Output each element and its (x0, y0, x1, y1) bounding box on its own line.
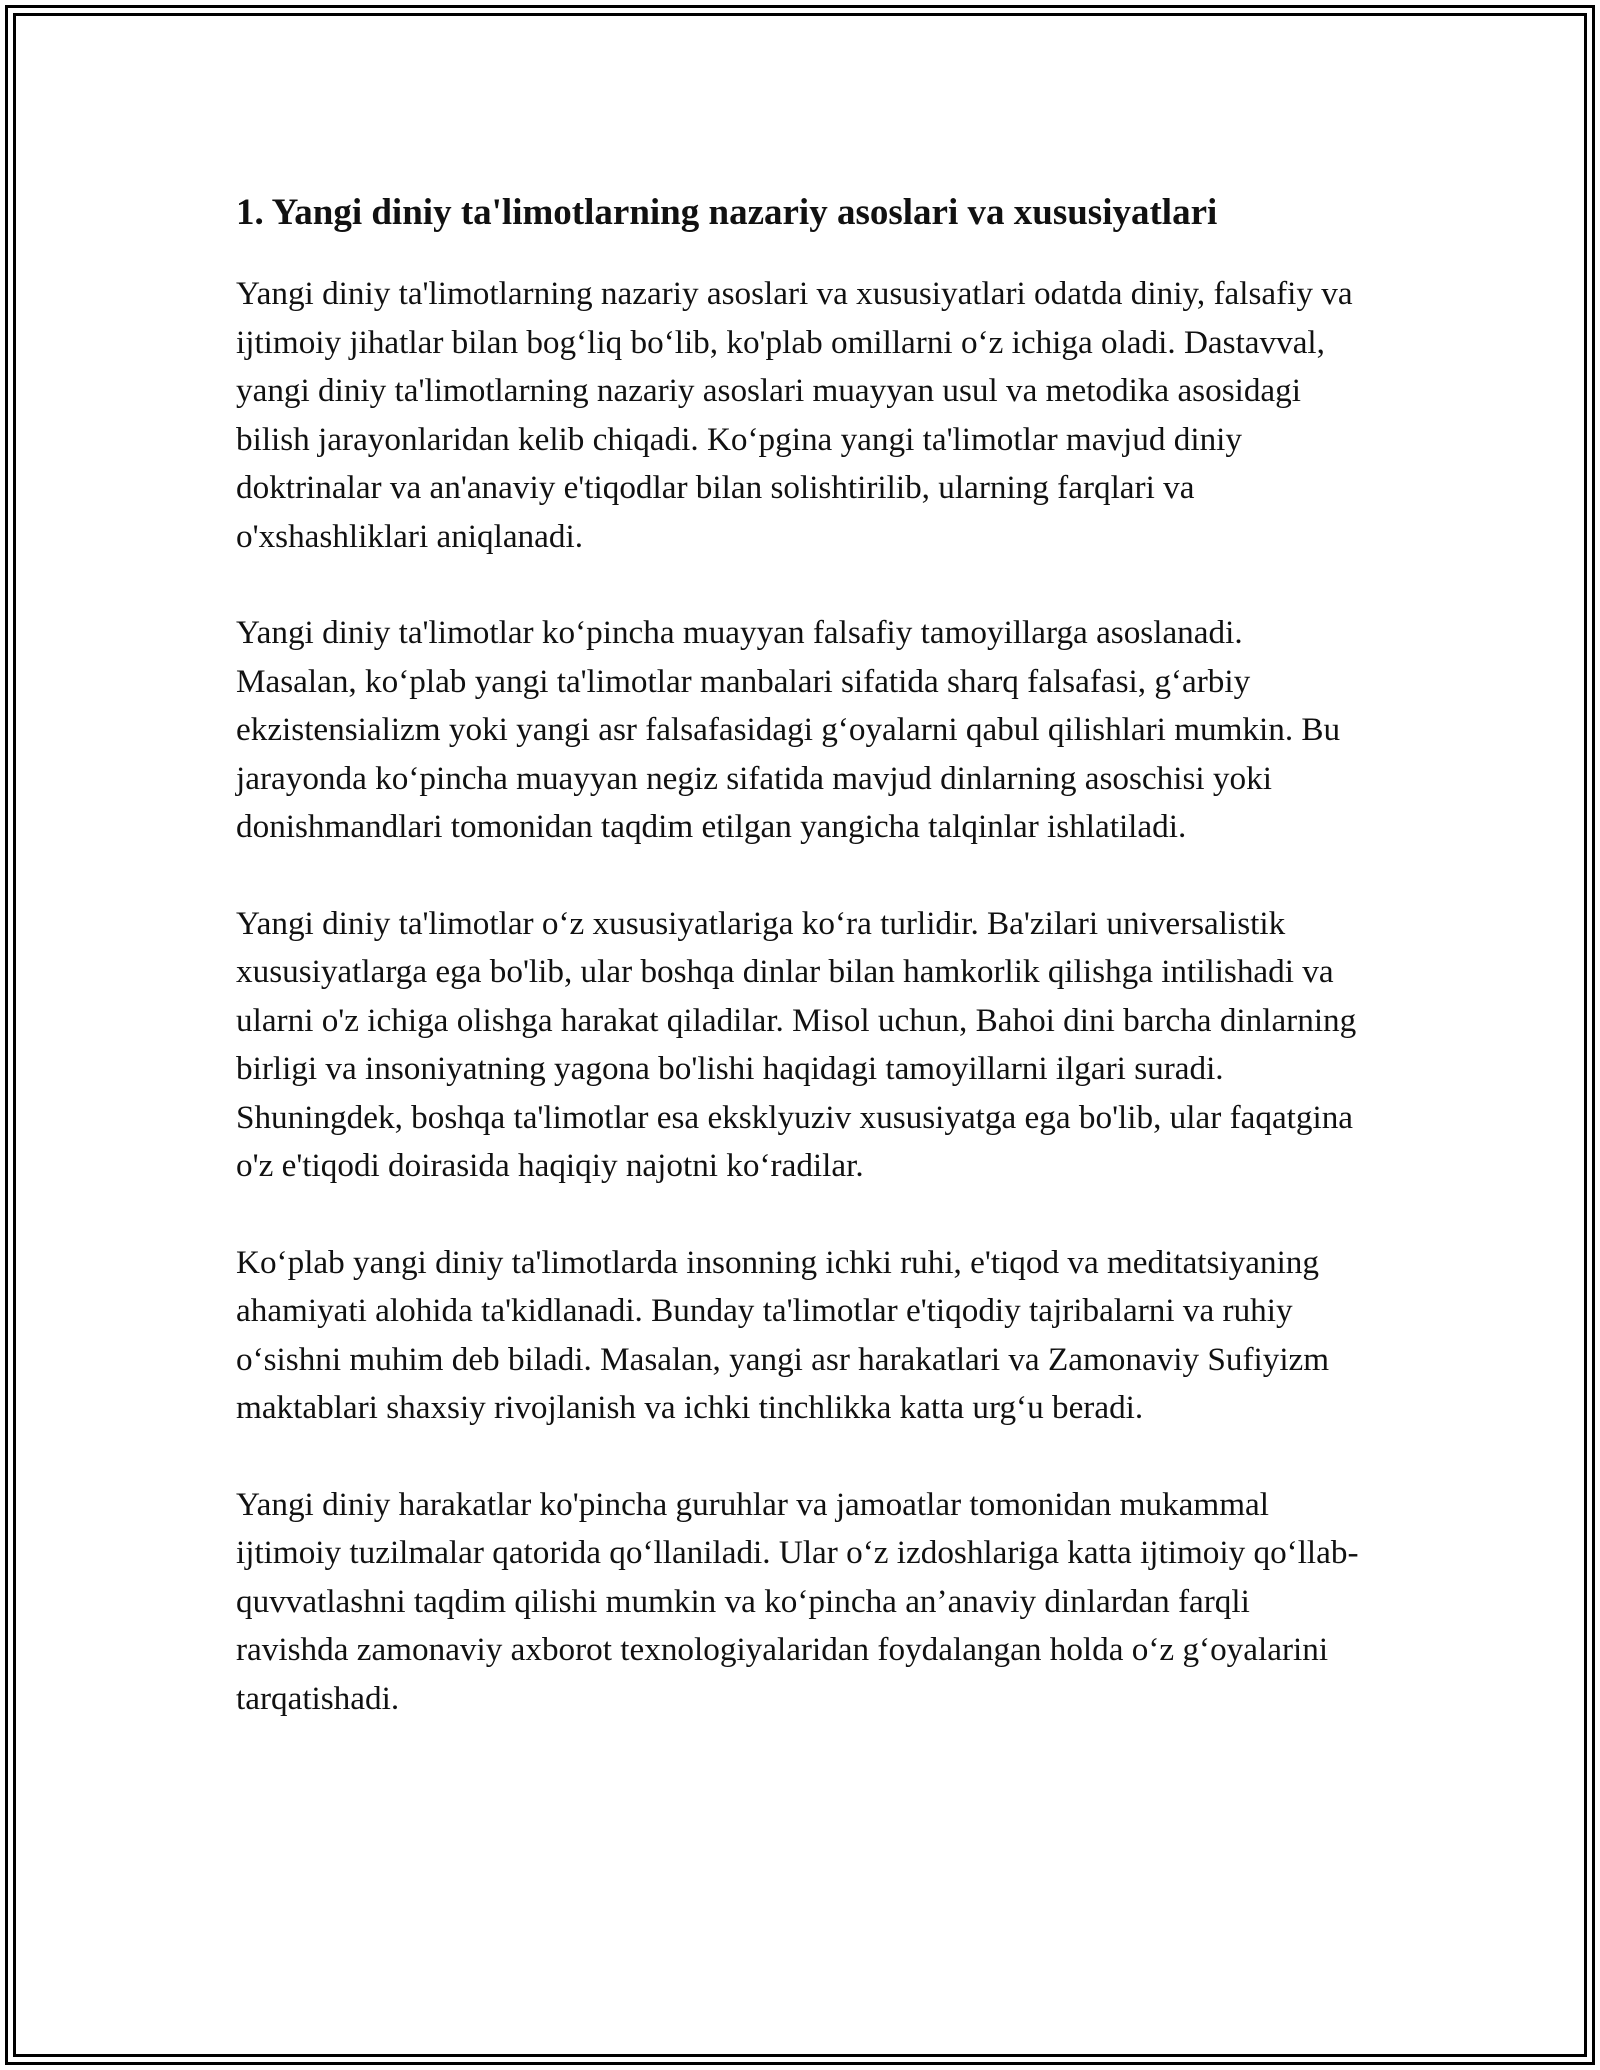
paragraph-5: Yangi diniy harakatlar ko'pincha guruhlar va jamoatlar tomonidan mukammal ijtimoiy tuzilmalar qatorida qo‘llaniladi. Ular o‘z izdoshlariga katta ijtimoiy qo‘llab-quvvatlashni taqdim qilishi mumkin va ko‘pincha an’anaviy dinlardan farqli ravishda zamonaviy axborot texnologiyalaridan foydalangan holda o‘z g‘oyalarini tarqatishadi. (236, 1485, 1359, 1717)
paragraph-1: Yangi diniy ta'limotlarning nazariy asoslari va xususiyatlari odatda diniy, falsafiy va ijtimoiy jihatlar bilan bog‘liq bo‘lib, ko'plab omillarni o‘z ichiga oladi. Dastavval, yangi diniy ta'limotlarning nazariy asoslari muayyan usul va metodika asosidagi bilish jarayonlaridan kelib chiqadi. Ko‘pgina yangi ta'limotlar mavjud diniy doktrinalar va an'anaviy e'tiqodlar bilan solishtirilib, ularning farqlari va o'xshashliklari aniqlanadi. (236, 275, 1353, 555)
paragraph-2: Yangi diniy ta'limotlar ko‘pincha muayyan falsafiy tamoyillarga asoslanadi. Masalan, ko‘plab yangi ta'limotlar manbalari sifatida sharq falsafasi, g‘arbiy ekzistensializm yoki yangi asr falsafasidagi g‘oyalarni qabul qilishlari mumkin. Bu jarayonda ko‘pincha muayyan negiz sifatida mavjud dinlarning asoschisi yoki donishmandlari tomonidan taqdim etilgan yangicha talqinlar ishlatiladi. (236, 614, 1341, 845)
paragraph-3: Yangi diniy ta'limotlar o‘z xususiyatlariga ko‘ra turlidir. Ba'zilari universalistik xususiyatlarga ega bo'lib, ular boshqa dinlar bilan hamkorlik qilishga intilishadi va ularni o'z ichiga olishga harakat qiladilar. Misol uchun, Bahoi dini barcha dinlarning birligi va insoniyatning yagona bo'lishi haqidagi tamoyillarni ilgari suradi. Shuningdek, boshqa ta'limotlar esa eksklyuziv xususiyatga ega bo'lib, ular faqatgina o'z e'tiqodi doirasida haqiqiy najotni ko‘radilar. (236, 904, 1357, 1184)
section-heading: 1. Yangi diniy ta'limotlarning nazariy asoslari va xususiyatlari (236, 192, 1218, 233)
document-body (236, 186, 1366, 1771)
paragraph-4: Ko‘plab yangi diniy ta'limotlarda insonning ichki ruhi, e'tiqod va meditatsiyaning ahamiyati alohida ta'kidlanadi. Bunday ta'limotlar e'tiqodiy tajribalarni va ruhiy o‘sishni muhim deb biladi. Masalan, yangi asr harakatlari va Zamonaviy Sufiyizm maktablari shaxsiy rivojlanish va ichki tinchlikka katta urg‘u beradi. (236, 1243, 1330, 1426)
